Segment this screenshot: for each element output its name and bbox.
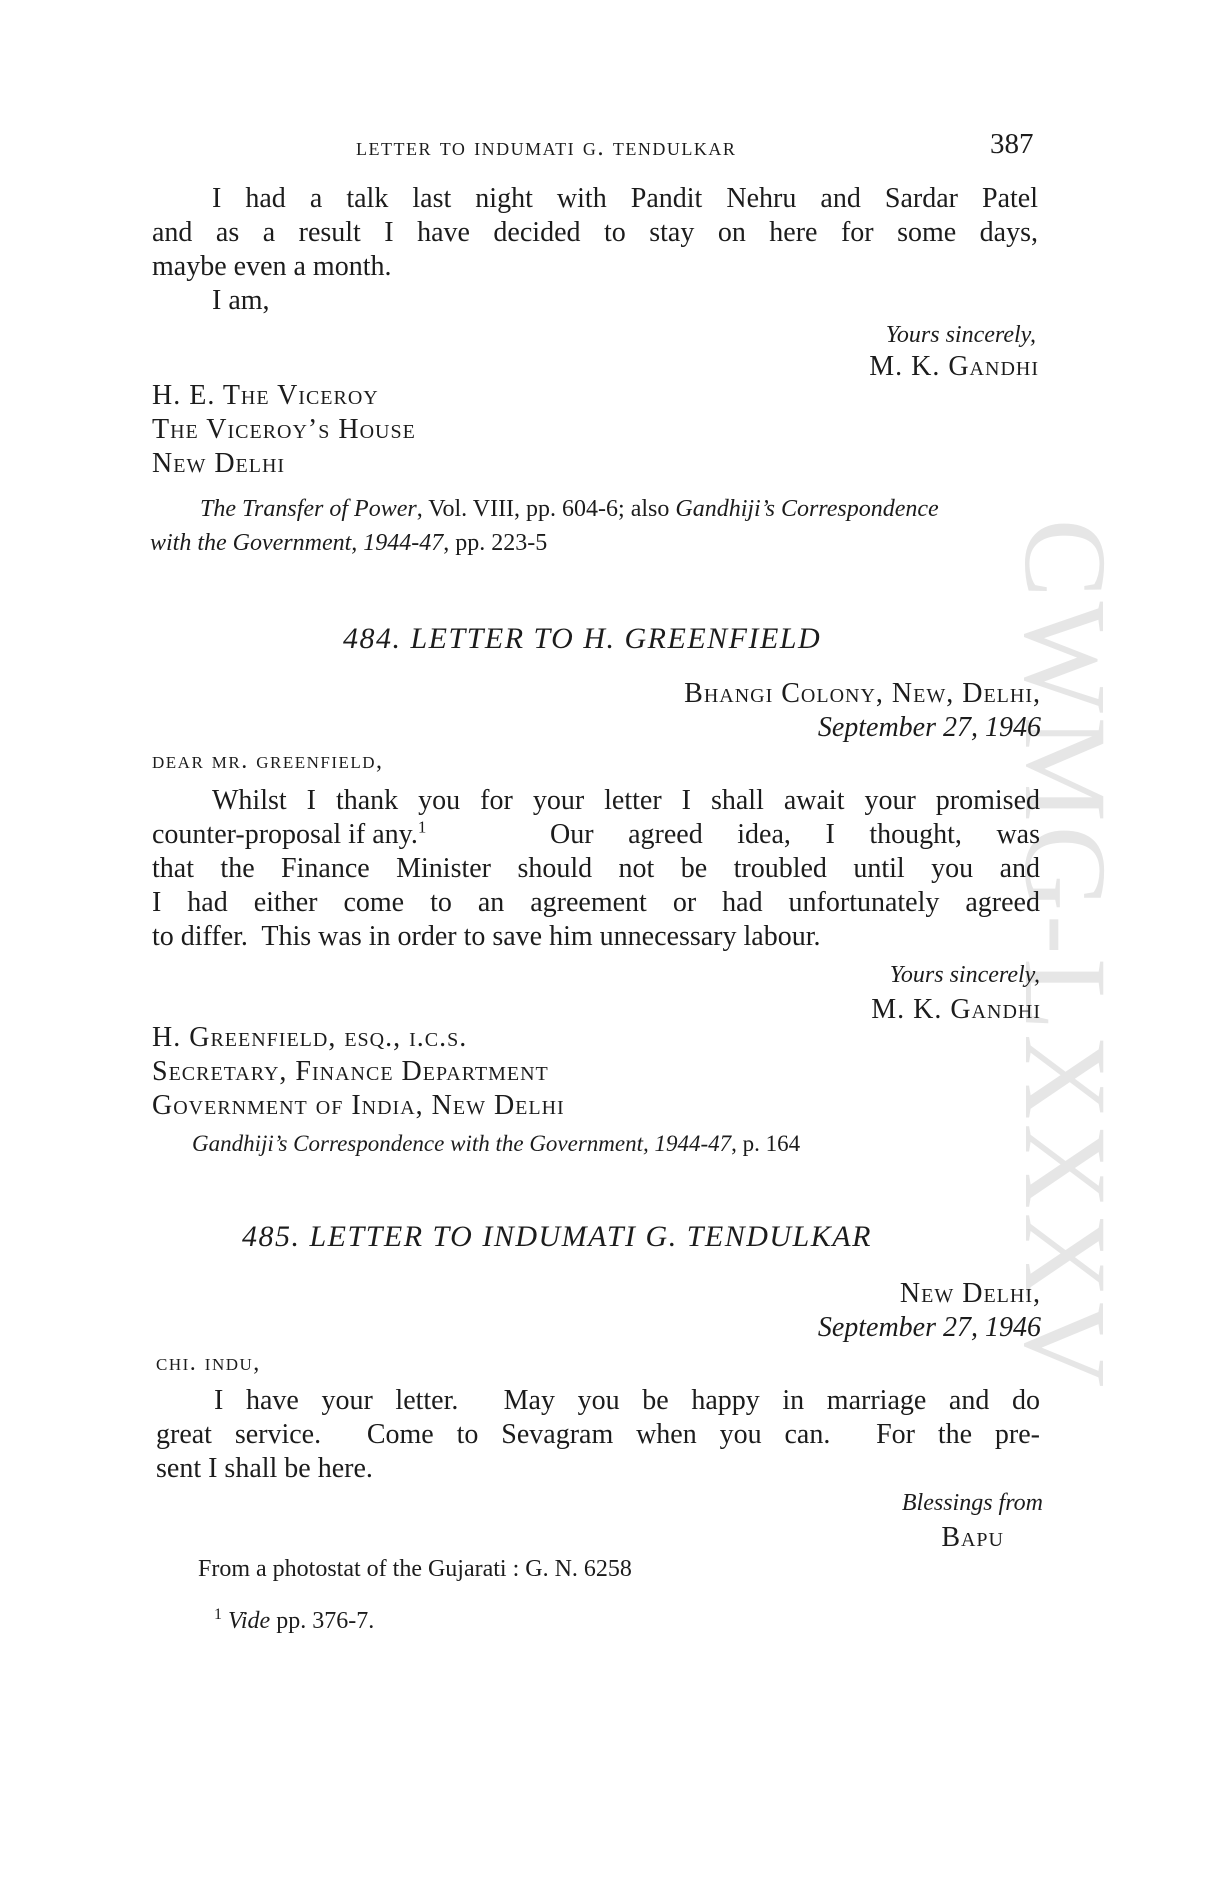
body-text-segment: counter-proposal if any.$^1$ (152, 817, 427, 850)
source-citation (150, 530, 547, 557)
source-text: , p. 164 (731, 1131, 801, 1156)
watermark (1000, 390, 1132, 1520)
salutation: chi. indu, (156, 1350, 261, 1376)
source-citation (192, 1131, 800, 1157)
address-line: Secretary, Finance Department (152, 1056, 549, 1087)
body-text-segment: Our agreed idea, I thought, was (550, 819, 1040, 850)
body-line: I had a talk last night with Pandit Nehru and Sardar Patel (212, 183, 1038, 214)
body-line: great service. Come to Sevagram when you can. For the pre- (156, 1419, 1040, 1450)
source-text: , Vol. VIII, pp. 604-6; also (416, 496, 676, 522)
letter-heading: 485. LETTER TO INDUMATI G. TENDULKAR (242, 1220, 872, 1253)
footnote-marker: 1 (417, 817, 427, 837)
body-line: I have your letter. May you be happy in marriage and do (214, 1385, 1040, 1416)
page-number: 387 (990, 128, 1034, 160)
address-line: H. E. The Viceroy (152, 380, 379, 411)
footnote-text: pp. 376-7. (270, 1608, 375, 1634)
footnote-vide: Vide (228, 1608, 271, 1634)
body-line (152, 818, 1040, 852)
source-citation (200, 496, 939, 523)
letter-date: September 27, 1946 (817, 1312, 1041, 1343)
valediction: Blessings from (901, 1490, 1043, 1516)
watermark-text: CWMG-LXXXV (1000, 518, 1132, 1392)
body-line: I had either come to an agreement or had unfortunately agreed (152, 887, 1040, 918)
signature: M. K. Gandhi (871, 994, 1041, 1025)
letter-place: Bhangi Colony, New, Delhi, (684, 678, 1041, 709)
source-title: The Transfer of Power (200, 496, 417, 522)
body-line: to differ. This was in order to save him unnecessary labour. (152, 921, 821, 952)
closing: I am, (212, 285, 270, 316)
source-title: Gandhiji’s Correspondence (675, 496, 939, 522)
letter-place: New Delhi, (899, 1278, 1041, 1309)
source-title: Gandhiji’s Correspondence with the Government, 1944-47 (192, 1131, 732, 1156)
address-line: New Delhi (152, 448, 286, 479)
source-title: with the Government, 1944-47 (150, 530, 444, 556)
letter-heading: 484. LETTER TO H. GREENFIELD (343, 622, 822, 655)
body-line: maybe even a month. (152, 251, 392, 282)
valediction: Yours sincerely, (889, 962, 1040, 988)
address-line: Government of India, New Delhi (152, 1090, 565, 1121)
address-line: H. Greenfield, esq., i.c.s. (152, 1022, 468, 1053)
body-line: Whilst I thank you for your letter I shall await your promised (212, 785, 1040, 816)
source-citation: From a photostat of the Gujarati : G. N. 6258 (198, 1556, 632, 1582)
source-text: , pp. 223-5 (443, 530, 548, 556)
body-line: that the Finance Minister should not be troubled until you and (152, 853, 1040, 884)
body-line: and as a result I have decided to stay on here for some days, (152, 217, 1038, 248)
running-title: letter to indumati g. tendulkar (356, 134, 737, 161)
footnote-marker: 1 (214, 1606, 222, 1623)
letter-date: September 27, 1946 (817, 712, 1041, 743)
valediction: Yours sincerely, (885, 322, 1036, 348)
salutation: dear mr. greenfield, (152, 748, 384, 774)
footnote (214, 1606, 374, 1635)
address-line: The Viceroy’s House (152, 414, 416, 445)
signature: M. K. Gandhi (869, 351, 1039, 382)
body-line: sent I shall be here. (156, 1453, 373, 1484)
signature: Bapu (941, 1522, 1004, 1553)
